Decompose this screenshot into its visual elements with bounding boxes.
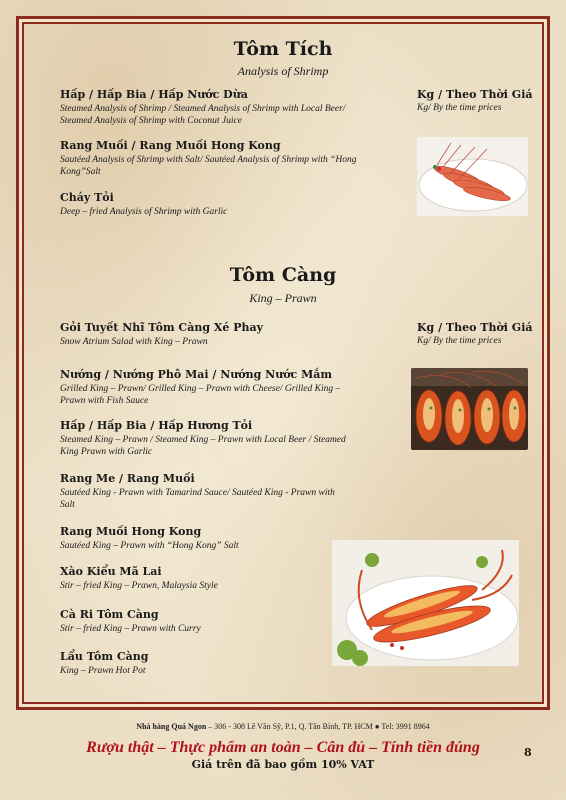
- mantis-shrimp-photo: [417, 137, 528, 216]
- footer-address: [0, 722, 566, 731]
- menu-item-desc: [60, 336, 400, 348]
- menu-item-name: Hấp / Hấp Bia / Hấp Hương Tỏi: [60, 419, 253, 432]
- menu-item-name: Cháy Tỏi: [60, 191, 114, 204]
- king-prawn-dish-photo: [332, 540, 519, 666]
- desc-line: Sautéed King - Prawn with Tamarind Sauce/ Sautéed King - Prawn with: [60, 488, 335, 498]
- menu-item-desc: [60, 206, 400, 218]
- desc-line: Sautéed Analysis of Shrimp with Salt/ Sautéed Analysis of Shrimp with “Hong: [60, 155, 357, 165]
- desc-line: Steamed Analysis of Shrimp with Coconut Juice: [60, 116, 242, 126]
- menu-item-desc: [60, 154, 400, 178]
- section-subtitle-tom-cang: King – Prawn: [249, 291, 317, 305]
- section-title-tom-cang: Tôm Càng: [229, 264, 337, 286]
- menu-item-desc: [60, 434, 400, 458]
- menu-item-desc: [60, 665, 400, 677]
- vat-note: Giá trên đã bao gồm 10% VAT: [191, 758, 375, 771]
- desc-line: King Prawn with Garlic: [60, 447, 153, 457]
- menu-item-name: Hấp / Hấp Bia / Hấp Nước Dừa: [60, 88, 248, 101]
- desc-line: Stir – fried King – Prawn, Malaysia Style: [60, 581, 218, 591]
- grilled-prawn-photo: [411, 368, 528, 450]
- desc-line: Prawn with Fish Sauce: [60, 396, 149, 406]
- desc-line: Deep – fried Analysis of Shrimp with Garlic: [60, 207, 228, 217]
- desc-line: Snow Atrium Salad with King – Prawn: [60, 337, 208, 347]
- menu-item-name: Lẩu Tôm Càng: [60, 650, 149, 663]
- menu-item-name: Rang Muối Hong Kong: [60, 525, 202, 538]
- desc-line: Grilled King – Prawn/ Grilled King – Prawn with Cheese/ Grilled King –: [60, 384, 341, 394]
- page-number: 8: [524, 746, 532, 759]
- price-title: Kg / Theo Thời Giá: [417, 321, 533, 334]
- desc-line: Steamed King – Prawn / Steamed King – Prawn with Local Beer / Steamed: [60, 435, 346, 445]
- menu-item-name: Xào Kiểu Mã Lai: [60, 565, 162, 578]
- menu-item-name: Gỏi Tuyết Nhĩ Tôm Càng Xé Phay: [60, 321, 263, 334]
- desc-line: Salt: [60, 500, 75, 510]
- restaurant-name: Nhà hàng Quá Ngon: [136, 722, 207, 731]
- address-text: – 306 - 308 Lê Văn Sỹ, P.1, Q. Tân Bình, TP. HCM ● Tel: 3991 8964: [206, 722, 430, 731]
- menu-item-desc: [60, 103, 400, 127]
- price-subtitle: Kg/ By the time prices: [417, 336, 502, 346]
- menu-item-desc: [60, 487, 400, 511]
- desc-line: Sautéed King – Prawn with “Hong Kong” Salt: [60, 541, 239, 551]
- menu-item-name: Rang Muối / Rang Muối Hong Kong: [60, 139, 281, 152]
- price-subtitle: Kg/ By the time prices: [417, 103, 502, 113]
- section-title-tom-tich: Tôm Tích: [233, 38, 333, 60]
- menu-item-desc: [60, 383, 400, 407]
- desc-line: Steamed Analysis of Shrimp / Steamed Analysis of Shrimp with Local Beer/: [60, 104, 346, 114]
- menu-item-name: Cà Ri Tôm Càng: [60, 608, 159, 621]
- desc-line: Kong”Salt: [60, 167, 101, 177]
- desc-line: King – Prawn Hot Pot: [60, 666, 146, 676]
- section-subtitle-tom-tich: Analysis of Shrimp: [237, 64, 329, 78]
- menu-item-name: Nướng / Nướng Phô Mai / Nướng Nước Mắm: [60, 368, 333, 381]
- menu-item-name: Rang Me / Rang Muối: [60, 472, 195, 485]
- slogan: Rượu thật – Thực phẩm an toàn – Cân đủ – Tính tiền đúng: [86, 739, 480, 756]
- price-title: Kg / Theo Thời Giá: [417, 88, 533, 101]
- desc-line: Stir – fried King – Prawn with Curry: [60, 624, 201, 634]
